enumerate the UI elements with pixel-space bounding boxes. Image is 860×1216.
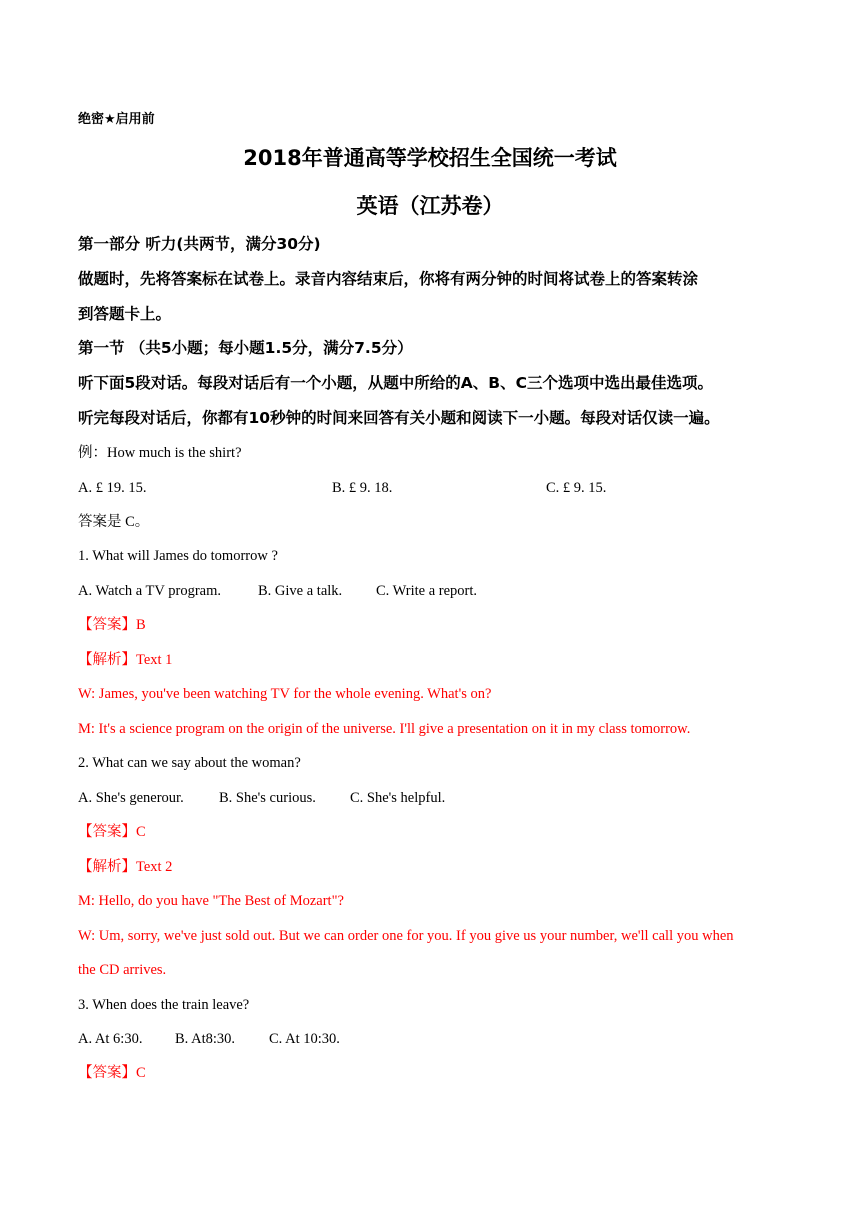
exam-subtitle: 英语（江苏卷） <box>356 194 504 218</box>
answer-tag: 【答案】 <box>78 824 136 840</box>
q1-analysis-value: Text 1 <box>136 652 173 668</box>
q1-dialogue-line-2: M: It's a science program on the origin of the universe. I'll give a presentation on it in my class tomorrow. <box>78 721 691 737</box>
example-question: 例：How much is the shirt? <box>78 445 242 461</box>
example-option-b: B. £ 9. 18. <box>332 480 393 496</box>
q3-question: 3. When does the train leave? <box>78 997 250 1013</box>
q2-option-b: B. She's curious. <box>219 790 316 806</box>
q3-option-b: B. At8:30. <box>175 1031 236 1047</box>
q2-dialogue-line-2: W: Um, sorry, we've just sold out. But we can order one for you. If you give us your number, we'll call you when <box>78 928 734 944</box>
q1-answer-value: B <box>136 617 146 633</box>
q3-option-a: A. At 6:30. <box>78 1031 143 1047</box>
q1-question: 1. What will James do tomorrow ? <box>78 548 278 564</box>
q2-analysis-value: Text 2 <box>136 859 173 875</box>
part-heading: 第一部分 听力(共两节，满分30分) <box>78 235 321 253</box>
q2-option-c: C. She's helpful. <box>350 790 446 806</box>
q1-answer <box>78 618 146 633</box>
section-heading: 第一节 （共5小题；每小题1.5分，满分7.5分） <box>78 339 413 357</box>
q2-option-a: A. She's generour. <box>78 790 184 806</box>
analysis-tag: 【解析】 <box>78 652 136 668</box>
example-option-c: C. £ 9. 15. <box>546 480 607 496</box>
exam-title: 2018年普通高等学校招生全国统一考试 <box>243 146 617 170</box>
analysis-tag: 【解析】 <box>78 859 136 875</box>
q1-analysis <box>78 653 172 668</box>
q1-option-b: B. Give a talk. <box>258 583 343 599</box>
example-option-a: A. £ 19. 15. <box>78 480 147 496</box>
answer-tag: 【答案】 <box>78 1065 136 1081</box>
q3-option-c: C. At 10:30. <box>269 1031 340 1047</box>
q2-answer-value: C <box>136 824 146 840</box>
q1-option-a: A. Watch a TV program. <box>78 583 221 599</box>
q1-option-c: C. Write a report. <box>376 583 478 599</box>
q2-analysis <box>78 860 172 875</box>
q2-dialogue-line-3: the CD arrives. <box>78 962 167 978</box>
q2-answer <box>78 825 146 840</box>
q3-answer <box>78 1066 146 1081</box>
instruction-line-3: 听下面5段对话。每段对话后有一个小题，从题中所给的A、B、C三个选项中选出最佳选项。 <box>78 374 713 392</box>
instruction-line-4: 听完每段对话后，你都有10秒钟的时间来回答有关小题和阅读下一小题。每段对话仅读一遍。 <box>78 409 720 427</box>
confidential-label: 绝密★启用前 <box>78 112 155 127</box>
answer-tag: 【答案】 <box>78 617 136 633</box>
q3-answer-value: C <box>136 1065 146 1081</box>
example-answer: 答案是 C。 <box>78 514 150 530</box>
instruction-line-1: 做题时，先将答案标在试卷上。录音内容结束后，你将有两分钟的时间将试卷上的答案转涂 <box>78 270 699 288</box>
q2-dialogue-line-1: M: Hello, do you have "The Best of Mozart"? <box>78 893 344 909</box>
q1-dialogue-line-1: W: James, you've been watching TV for the whole evening. What's on? <box>78 686 492 702</box>
instruction-line-2: 到答题卡上。 <box>78 305 172 323</box>
q2-question: 2. What can we say about the woman? <box>78 755 301 771</box>
